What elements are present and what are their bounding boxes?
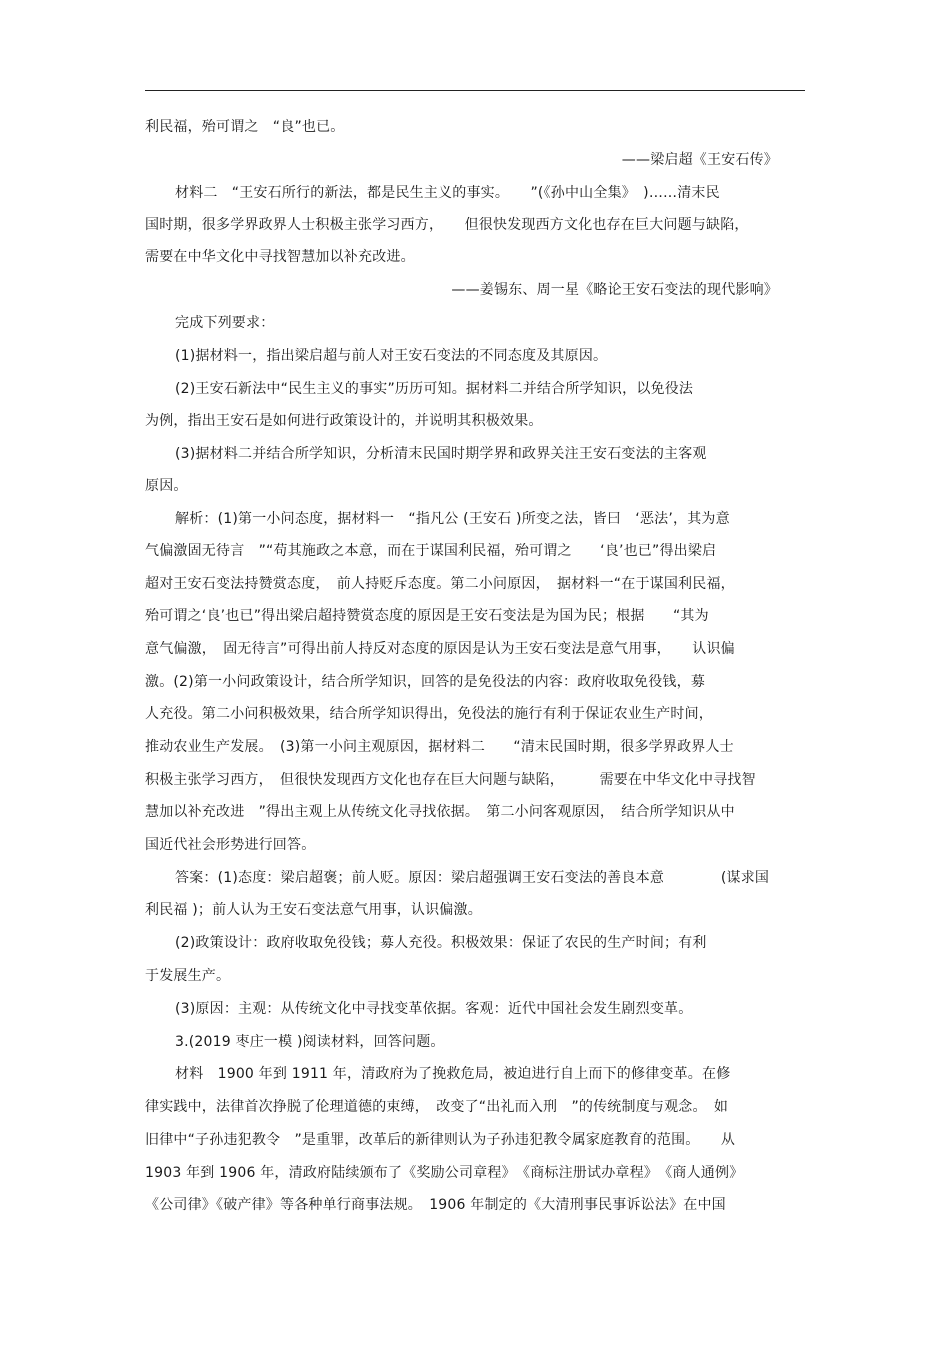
answer-line: 答案：(1)态度：梁启超褒；前人贬。原因：梁启超强调王安石变法的善良本意 (谋求国	[175, 870, 770, 886]
question-heading: 3.(2019 枣庄一模 )阅读材料，回答问题。	[175, 1034, 445, 1050]
source-attribution: ——姜锡东、周一星《略论王安石变法的现代影响》	[451, 282, 778, 298]
material-line: 1903 年到 1906 年，清政府陆续颁布了《奖励公司章程》 《商标注册试办章程》 《商人通例》	[145, 1165, 744, 1181]
text-line: 完成下列要求：	[175, 315, 275, 331]
material-line: 旧律中“子孙违犯教令 ”是重罪，改革后的新律则认为子孙违犯教令属家庭教育的范围。 从	[145, 1132, 736, 1148]
header-rule	[145, 90, 805, 91]
question-line: (1)据材料一，指出梁启超与前人对王安石变法的不同态度及其原因。	[175, 348, 608, 364]
answer-line: (3)原因：主观：从传统文化中寻找变革依据。客观：近代中国社会发生剧烈变革。	[175, 1001, 693, 1017]
question-line: 原因。	[145, 478, 188, 494]
question-line: 为例，指出王安石是如何进行政策设计的，并说明其积极效果。	[145, 413, 543, 429]
text-line: 利民福，殆可谓之 “良”也已。	[145, 119, 345, 135]
analysis-line: 国近代社会形势进行回答。	[145, 837, 316, 853]
answer-line: (2)政策设计：政府收取免役钱；募人充役。积极效果：保证了农民的生产时间；有利	[175, 935, 707, 951]
analysis-line: 激。(2)第一小问政策设计，结合所学知识，回答的是免役法的内容：政府收取免役钱，募	[145, 674, 706, 690]
text-line: 国时期，很多学界政界人士积极主张学习西方， 但很快发现西方文化也存在巨大问题与缺陷，	[145, 217, 749, 233]
analysis-line: 超对王安石变法持赞赏态度， 前人持贬斥态度。第二小问原因， 据材料一“在于谋国利民福，	[145, 576, 735, 592]
question-line: (2)王安石新法中“民生主义的事实”历历可知。据材料二并结合所学知识，以免役法	[175, 381, 694, 397]
analysis-line: 气偏激固无待言 ”“苟其施政之本意，而在于谋国利民福，殆可谓之 ‘良’也已”得出梁启	[145, 543, 717, 559]
answer-line: 于发展生产。	[145, 968, 231, 984]
analysis-line: 意气偏激， 固无待言”可得出前人持反对态度的原因是认为王安石变法是意气用事， 认识偏	[145, 641, 735, 657]
material-line: 律实践中，法律首次挣脱了伦理道德的束缚， 改变了“出礼而入刑 ”的传统制度与观念。 如	[145, 1099, 729, 1115]
question-line: (3)据材料二并结合所学知识，分析清末民国时期学界和政界关注王安石变法的主客观	[175, 446, 707, 462]
analysis-line: 积极主张学习西方， 但很快发现西方文化也存在巨大问题与缺陷， 需要在中华文化中寻找智	[145, 772, 756, 788]
analysis-line: 慧加以补充改进 ”得出主观上从传统文化寻找依据。 第二小问客观原因， 结合所学知识从中	[145, 804, 735, 820]
text-line: 需要在中华文化中寻找智慧加以补充改进。	[145, 249, 415, 265]
analysis-line: 推动农业生产发展。 (3)第一小问主观原因，据材料二 “清末民国时期，很多学界政界人士	[145, 739, 734, 755]
answer-line: 利民福 )；前人认为王安石变法意气用事，认识偏激。	[145, 902, 482, 918]
material-line: 《公司律》《破产律》等各种单行商事法规。 1906 年制定的《大清刑事民事诉讼法》在中国	[145, 1197, 726, 1213]
analysis-line: 解析：(1)第一小问态度，据材料一 “指凡公 (王安石 )所变之法，皆曰 ‘恶法’，其为意	[175, 511, 730, 527]
analysis-line: 人充役。第二小问积极效果，结合所学知识得出，免役法的施行有利于保证农业生产时间，	[145, 706, 713, 722]
text-line: 材料二 “王安石所行的新法，都是民生主义的事实。 ”(《孙中山全集》 )……清末民	[175, 185, 720, 201]
source-attribution: ——梁启超《王安石传》	[621, 152, 778, 168]
material-line: 材料 1900 年到 1911 年，清政府为了挽救危局，被迫进行自上而下的修律变革。在修	[175, 1066, 731, 1082]
analysis-line: 殆可谓之‘良’也已”得出梁启超持赞赏态度的原因是王安石变法是为国为民；根据 “其为	[145, 608, 709, 624]
